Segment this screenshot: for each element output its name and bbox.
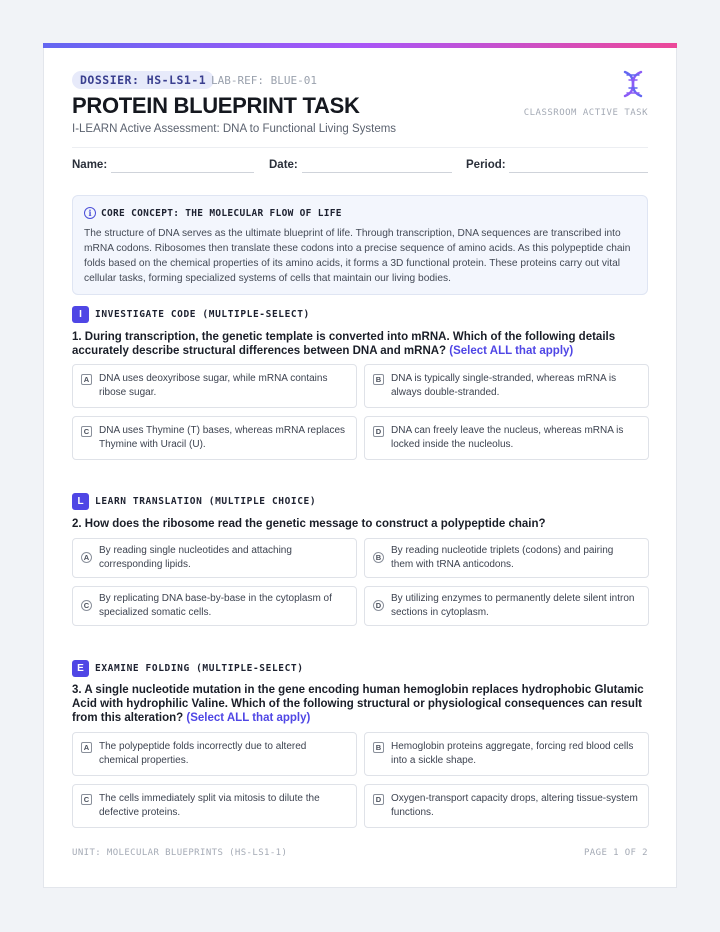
option-text: The polypeptide folds incorrectly due to altered chemical properties. (99, 741, 307, 766)
section-title: INVESTIGATE CODE (MULTIPLE-SELECT) (95, 309, 310, 320)
option-text: By reading single nucleotides and attaching corresponding lipids. (99, 545, 292, 570)
section-investigate (72, 306, 310, 323)
checkbox-letter[interactable]: A (81, 374, 92, 385)
option-text: The cells immediately split via mitosis to dilute the defective proteins. (99, 793, 320, 818)
q3-option-c[interactable] (72, 784, 357, 828)
q1-option-a[interactable] (72, 364, 357, 408)
question-3: 3. A single nucleotide mutation in the gene encoding human hemoglobin replaces hydrophobic Glutamic Acid with hydrophilic Valine. Which of the following structural or physiological consequences can result from this alteration? (Select ALL that apply) (72, 684, 644, 724)
option-text: Oxygen-transport capacity drops, altering tissue-system functions. (391, 793, 638, 818)
option-text: Hemoglobin proteins aggregate, forcing red blood cells into a sickle shape. (391, 741, 634, 766)
option-text: DNA uses deoxyribose sugar, while mRNA contains ribose sugar. (99, 373, 328, 398)
radio-letter[interactable]: C (81, 600, 92, 611)
lab-ref: LAB-REF: BLUE-01 (211, 74, 317, 87)
option-text: By utilizing enzymes to permanently delete silent intron sections in cytoplasm. (391, 593, 635, 618)
q2-option-d[interactable] (364, 586, 649, 626)
header-divider (72, 147, 648, 148)
footer-page: PAGE 1 OF 2 (583, 848, 648, 858)
page-subtitle: I-LEARN Active Assessment: DNA to Functional Living Systems (72, 123, 397, 135)
question-1: 1. During transcription, the genetic template is converted into mRNA. Which of the following details accurately describe structural differences between DNA and mRNA? (Select ALL that apply) (72, 331, 616, 357)
option-text: DNA can freely leave the nucleus, whereas mRNA is locked inside the nucleolus. (391, 425, 624, 450)
select-all-note: (Select ALL that apply) (449, 345, 574, 357)
core-concept-box (72, 195, 648, 295)
option-text: DNA uses Thymine (T) bases, whereas mRNA replaces Thymine with Uracil (U). (99, 425, 346, 450)
q2-option-a[interactable] (72, 538, 357, 578)
radio-letter[interactable]: B (373, 552, 384, 563)
concept-title: CORE CONCEPT: THE MOLECULAR FLOW OF LIFE (101, 207, 342, 219)
q3-option-d[interactable] (364, 784, 649, 828)
section-title: EXAMINE FOLDING (MULTIPLE-SELECT) (95, 663, 304, 674)
option-text: By replicating DNA base-by-base in the cytoplasm of specialized somatic cells. (99, 593, 332, 618)
period-label: Period: (466, 159, 506, 171)
date-label: Date: (269, 159, 298, 171)
footer-unit: UNIT: MOLECULAR BLUEPRINTS (HS-LS1-1) (72, 848, 288, 858)
section-learn (72, 493, 316, 510)
radio-letter[interactable]: A (81, 552, 92, 563)
radio-letter[interactable]: D (373, 600, 384, 611)
option-text: DNA is typically single-stranded, whereas mRNA is always double-stranded. (391, 373, 617, 398)
info-icon: i (84, 207, 96, 219)
option-text: By reading nucleotide triplets (codons) and pairing them with tRNA anticodons. (391, 545, 614, 570)
classroom-tag: CLASSROOM ACTIVE TASK (523, 108, 648, 118)
q3-option-b[interactable] (364, 732, 649, 776)
name-field[interactable] (111, 172, 254, 173)
period-field[interactable] (509, 172, 648, 173)
section-badge: I (72, 306, 89, 323)
dossier-badge: DOSSIER: HS-LS1-1 (72, 71, 214, 89)
q1-option-d[interactable] (364, 416, 649, 460)
checkbox-letter[interactable]: D (373, 794, 384, 805)
section-badge: L (72, 493, 89, 510)
checkbox-letter[interactable]: C (81, 794, 92, 805)
name-label: Name: (72, 159, 108, 171)
section-examine (72, 660, 304, 677)
dna-helix-icon (618, 69, 648, 99)
date-field[interactable] (302, 172, 452, 173)
checkbox-letter[interactable]: D (373, 426, 384, 437)
q2-option-c[interactable] (72, 586, 357, 626)
page-title: PROTEIN BLUEPRINT TASK (72, 93, 360, 118)
q1-option-c[interactable] (72, 416, 357, 460)
checkbox-letter[interactable]: C (81, 426, 92, 437)
concept-body: The structure of DNA serves as the ultimate blueprint of life. Through transcription, DNA sequences are transcribed into mRNA codons. Ribosomes then translate these codons into a precise sequence of amino acids. As this polypeptide chain folds based on the chemical properties of its amino acids, it forms a 3D functional protein. These proteins carry out vital cellular tasks, forming specialized systems of cells that maintain our living bodies. (84, 228, 631, 284)
checkbox-letter[interactable]: A (81, 742, 92, 753)
q2-option-b[interactable] (364, 538, 649, 578)
accent-gradient-bar (43, 43, 677, 48)
question-2: 2. How does the ribosome read the genetic message to construct a polypeptide chain? (72, 518, 546, 530)
section-title: LEARN TRANSLATION (MULTIPLE CHOICE) (95, 496, 317, 507)
section-badge: E (72, 660, 89, 677)
select-all-note: (Select ALL that apply) (186, 712, 311, 724)
worksheet-page (43, 43, 677, 888)
checkbox-letter[interactable]: B (373, 742, 384, 753)
checkbox-letter[interactable]: B (373, 374, 384, 385)
q3-option-a[interactable] (72, 732, 357, 776)
q1-option-b[interactable] (364, 364, 649, 408)
